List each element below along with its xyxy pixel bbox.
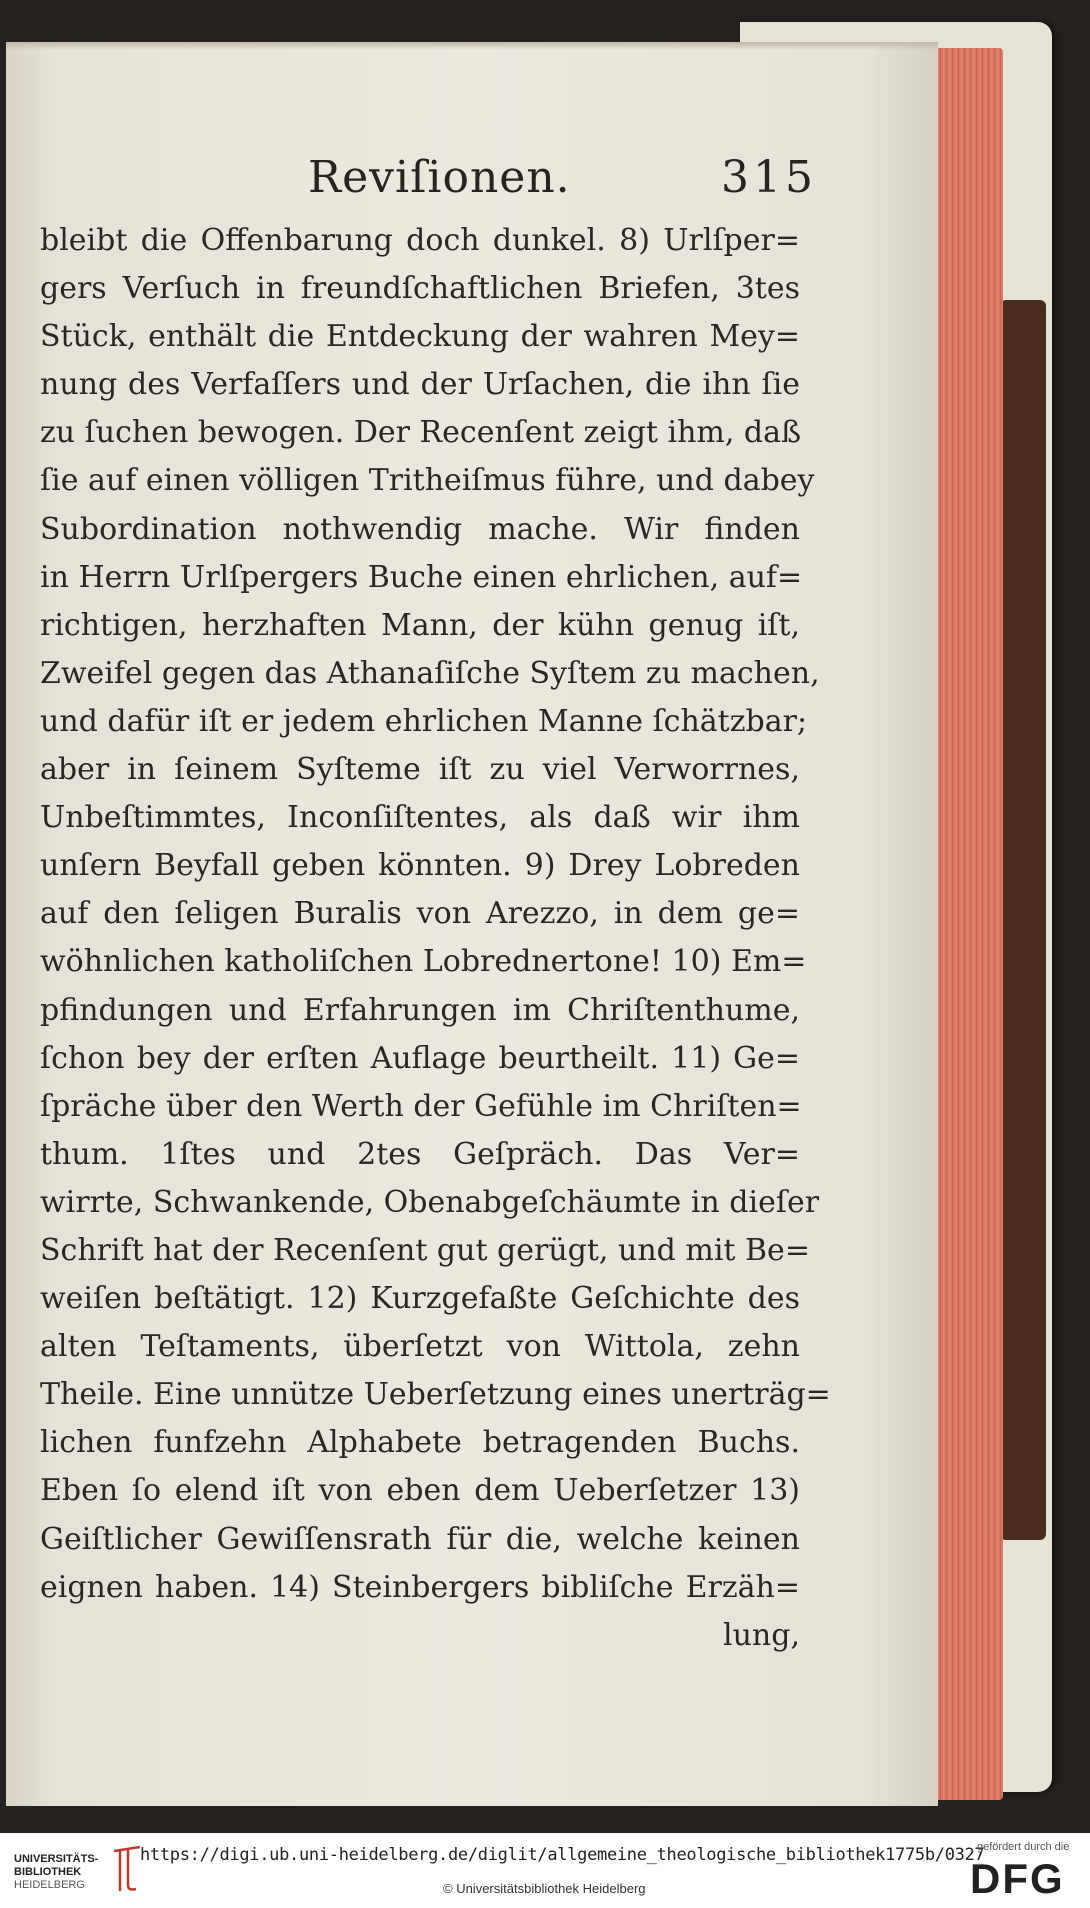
text-line: richtigen, herzhaften Mann, der kühn genug iſt, bbox=[40, 607, 800, 643]
viewer-footer bbox=[0, 1833, 1090, 1908]
text-line: Theile. Eine unnütze Ueberſetzung eines unerträg= bbox=[40, 1377, 831, 1413]
library-emblem-icon bbox=[110, 1845, 144, 1895]
text-line: ſchon bey der erſten Auflage beurtheilt. 11) Ge= bbox=[40, 1040, 800, 1076]
text-line: zu ſuchen bewogen. Der Recenſent zeigt ihm, daß bbox=[40, 415, 802, 451]
page-edges-red bbox=[935, 48, 1003, 1800]
text-line: wöhnlichen katholiſchen Lobrednertone! 10) Em= bbox=[40, 944, 807, 980]
page-number: 315 bbox=[721, 152, 817, 203]
funding-note: gefördert durch die bbox=[977, 1841, 1070, 1853]
text-line: Eben ſo elend iſt von eben dem Ueberſetzer 13) bbox=[40, 1473, 800, 1509]
dfg-logo[interactable]: DFG bbox=[970, 1855, 1065, 1902]
text-line: und dafür iſt er jedem ehrlichen Manne ſchätzbar; bbox=[40, 703, 808, 739]
running-title: Reviſionen. bbox=[308, 152, 571, 203]
text-line: wirrte, Schwankende, Obenabgeſchäumte in dieſer bbox=[40, 1184, 820, 1220]
text-line: alten Teſtaments, überſetzt von Wittola, zehn bbox=[40, 1329, 800, 1365]
page-header bbox=[308, 110, 817, 203]
text-line: eignen haben. 14) Steinbergers bibliſche Erzäh= bbox=[40, 1569, 800, 1605]
library-name-line3: HEIDELBERG bbox=[14, 1879, 85, 1891]
text-line: thum. 1ſtes und 2tes Geſpräch. Das Ver= bbox=[40, 1136, 800, 1172]
library-name-line1: UNIVERSITÄTS- bbox=[14, 1853, 99, 1865]
university-library-logo[interactable] bbox=[14, 1853, 104, 1892]
library-name-line2: BIBLIOTHEK bbox=[14, 1866, 82, 1878]
text-line: bleibt die Offenbarung doch dunkel. 8) Urlſper= bbox=[40, 223, 800, 258]
text-line: Zweifel gegen das Athanaſiſche Syſtem zu machen, bbox=[40, 655, 820, 691]
text-line: auf den ſeligen Buralis von Arezzo, in dem ge= bbox=[40, 896, 800, 932]
page-body-text bbox=[40, 217, 831, 1660]
text-line: gers Verſuch in freundſchaftlichen Briefen, 3tes bbox=[40, 271, 800, 307]
text-line: Unbeſtimmtes, Inconſiſtentes, als daß wir ihm bbox=[40, 800, 800, 836]
text-line: Geiſtlicher Gewiſſensrath für die, welche keinen bbox=[40, 1521, 800, 1557]
text-line: pfindungen und Erfahrungen im Chriſtenthume, bbox=[40, 992, 800, 1028]
copyright-notice: © Universitätsbibliothek Heidelberg bbox=[443, 1881, 646, 1896]
page-shadow bbox=[6, 42, 938, 50]
text-line: Subordination nothwendig mache. Wir finden bbox=[40, 511, 800, 547]
catchword: lung, bbox=[723, 1617, 800, 1653]
text-line: weiſen beſtätigt. 12) Kurzgefaßte Geſchichte des bbox=[40, 1281, 800, 1317]
text-line: lichen funfzehn Alphabete betragenden Buchs. bbox=[40, 1425, 800, 1461]
text-line: unſern Beyfall geben könnten. 9) Drey Lobreden bbox=[40, 848, 800, 884]
text-line: nung des Verfaſſers und der Urſachen, die ihn ſie bbox=[40, 367, 800, 403]
text-line: in Herrn Urlſpergers Buche einen ehrlichen, auf= bbox=[40, 559, 803, 595]
permalink-url[interactable]: https://digi.ub.uni-heidelberg.de/diglit/allgemeine_theologische_bibliothek1775b/0327 bbox=[140, 1845, 985, 1865]
text-line: ſie auf einen völligen Tritheiſmus führe, und dabey bbox=[40, 463, 815, 499]
text-line: Stück, enthält die Entdeckung der wahren Mey= bbox=[40, 319, 800, 355]
text-line: Schrift hat der Recenſent gut gerügt, und mit Be= bbox=[40, 1232, 810, 1268]
text-line: ſpräche über den Werth der Gefühle im Chriſten= bbox=[40, 1088, 802, 1124]
book-spine-edge bbox=[1000, 300, 1046, 1540]
text-line: aber in ſeinem Syſteme iſt zu viel Verworrnes, bbox=[40, 752, 800, 788]
